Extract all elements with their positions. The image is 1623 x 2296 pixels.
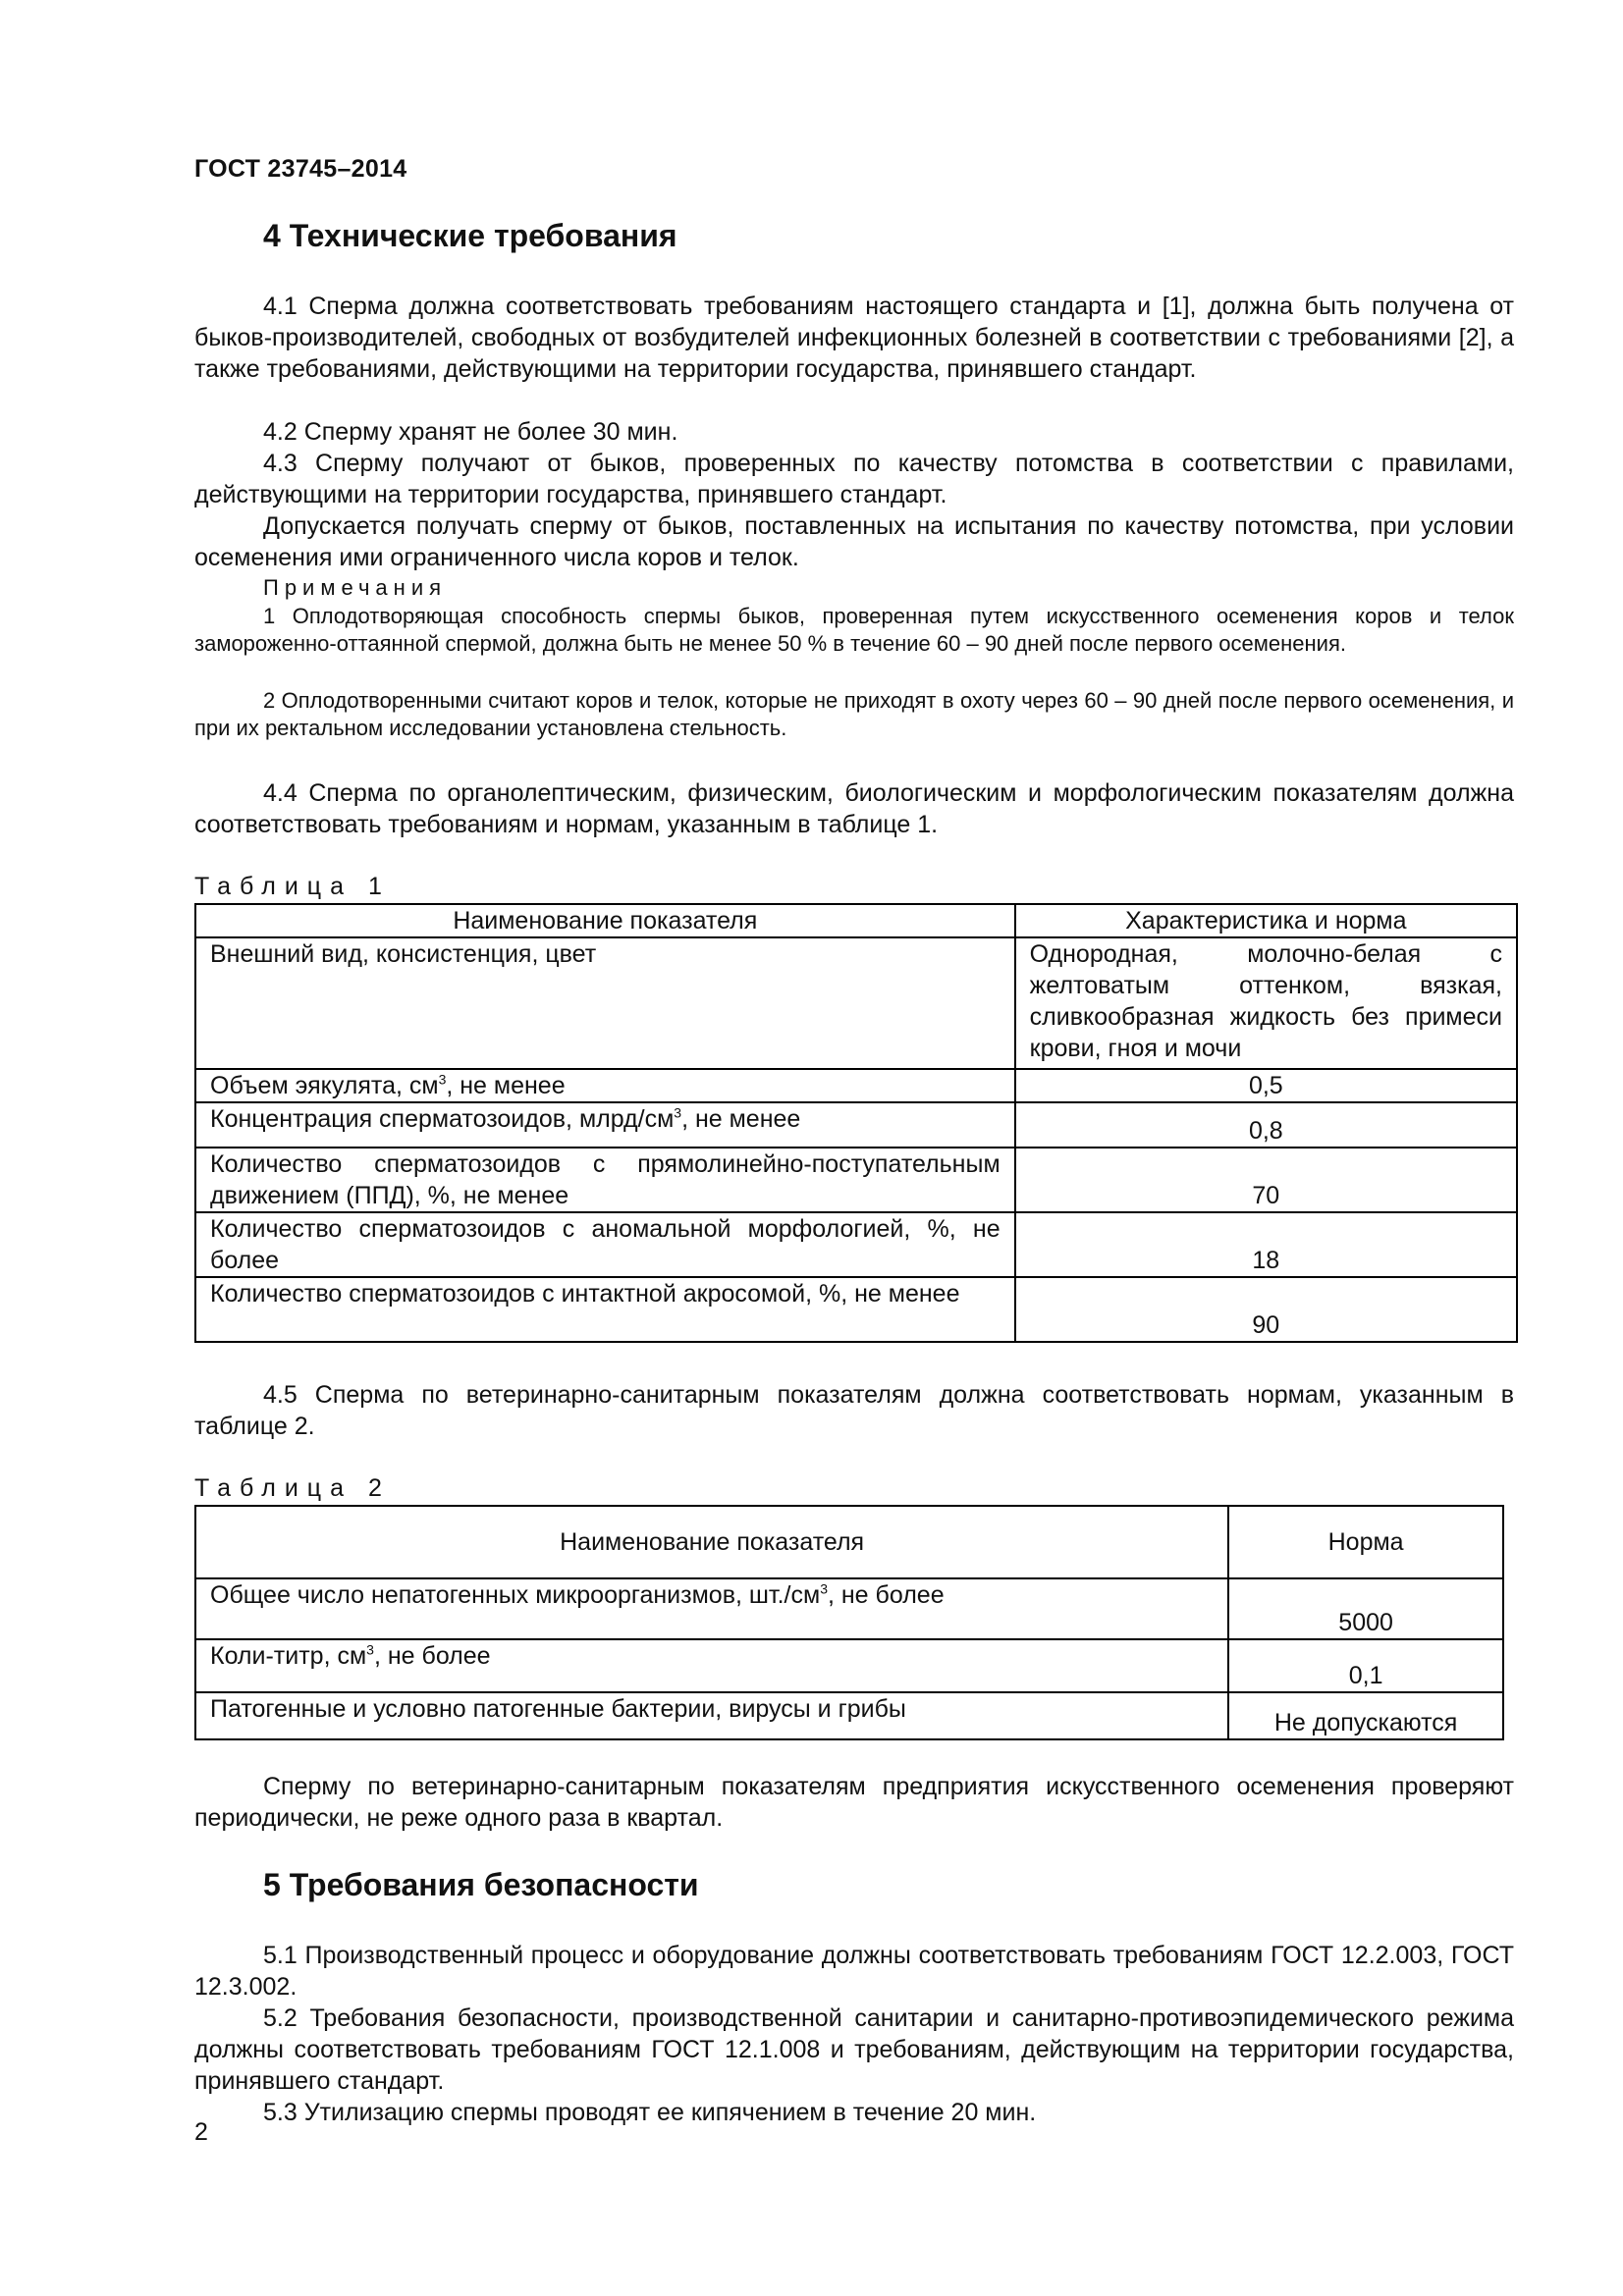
paragraph-check: Сперму по ветеринарно-санитарным показателям предприятия искусственного осеменения проверяют периодически, не реже одного раза в квартал.: [194, 1773, 1514, 1832]
table-row: [195, 1692, 1503, 1739]
paragraph-5-1: 5.1 Производственный процесс и оборудование должны соответствовать требованиям ГОСТ 12.2.003, ГОСТ 12.3.002.: [194, 1942, 1514, 2001]
notes-title: Примечания: [263, 575, 448, 600]
table-row: [195, 1277, 1517, 1342]
table-cell-name: Внешний вид, консистенция, цвет: [195, 937, 1015, 1069]
table-cell-name: Количество сперматозоидов с аномальной морфологией, %, не более: [195, 1212, 1015, 1277]
section-4-title: 4 Технические требования: [263, 218, 677, 253]
table-cell-name: Коли-титр, $см^3$, не более: [195, 1639, 1228, 1692]
note-2: 2 Оплодотворенными считают коров и телок, которые не приходят в охоту через 60 – 90 дней после первого осеменения, и при их ректальном исследовании установлена стельность.: [194, 688, 1514, 740]
document-header: ГОСТ 23745–2014: [194, 155, 407, 183]
paragraph-5-3: 5.3 Утилизацию спермы проводят ее кипячением в течение 20 мин.: [263, 2099, 1037, 2126]
table-row: [195, 937, 1517, 1069]
table-cell-name: Общее число непатогенных микроорганизмов, $шт./см^3$, не более: [195, 1578, 1228, 1639]
table-cell-value: 5000: [1228, 1578, 1503, 1639]
table-2-header-value: Норма: [1228, 1506, 1503, 1578]
table-cell-value: 0,8: [1015, 1102, 1517, 1148]
table-2: [194, 1505, 1504, 1740]
table-row: [195, 1212, 1517, 1277]
paragraph-4-4: 4.4 Сперма по органолептическим, физическим, биологическим и морфологическим показателям должна соответствовать требованиям и нормам, указанным в таблице 1.: [194, 779, 1514, 838]
table-1-header-value: Характеристика и норма: [1015, 904, 1517, 937]
table-1-header-name: Наименование показателя: [195, 904, 1015, 937]
table-cell-name: Концентрация сперматозоидов, млрд/$см^3$, не менее: [195, 1102, 1015, 1148]
table-cell-value: 0,5: [1015, 1069, 1517, 1102]
paragraph-5-2: 5.2 Требования безопасности, производственной санитарии и санитарно-противоэпидемического режима должны соответствовать требованиям ГОСТ 12.1.008 и требованиям, действующим на территории государства, принявшего стандарт.: [194, 2004, 1514, 2095]
table-cell-name: Объем эякулята, $см^3$, не менее: [195, 1069, 1015, 1102]
table-cell-value: 90: [1015, 1277, 1517, 1342]
table-row: [195, 1639, 1503, 1692]
paragraph-4-5: 4.5 Сперма по ветеринарно-санитарным показателям должна соответствовать нормам, указанным в таблице 2.: [194, 1381, 1514, 1440]
table-2-caption: Таблица 2: [194, 1474, 391, 1502]
paragraph-4-3: 4.3 Сперму получают от быков, проверенных по качеству потомства в соответствии с правилами, действующими на территории государства, принявшего стандарт.: [194, 450, 1514, 508]
paragraph-4-3b: Допускается получать сперму от быков, поставленных на испытания по качеству потомства, при условии осеменения ими ограниченного числа коров и телок.: [194, 512, 1514, 571]
paragraph-4-2: 4.2 Сперму хранят не более 30 мин.: [263, 418, 678, 446]
table-row: [195, 1148, 1517, 1212]
table-cell-name: Количество сперматозоидов с интактной акросомой, %, не менее: [195, 1277, 1015, 1342]
section-5-title: 5 Требования безопасности: [263, 1867, 699, 1902]
page-number: 2: [194, 2118, 208, 2146]
table-row: [195, 1578, 1503, 1639]
table-cell-value: Однородная, молочно-белая с желтоватым оттенком, вязкая, сливкообразная жидкость без примеси крови, гноя и мочи: [1015, 937, 1517, 1069]
table-1: [194, 903, 1518, 1343]
table-2-header-name: Наименование показателя: [195, 1506, 1228, 1578]
table-row: [195, 1069, 1517, 1102]
table-cell-name: Патогенные и условно патогенные бактерии, вирусы и грибы: [195, 1692, 1228, 1739]
paragraph-4-1: 4.1 Сперма должна соответствовать требованиям настоящего стандарта и [1], должна быть получена от быков-производителей, свободных от возбудителей инфекционных болезней в соответствии с требованиями [2], а также требованиями, действующими на территории государства, принявшего стандарт.: [194, 293, 1514, 383]
table-cell-value: 18: [1015, 1212, 1517, 1277]
table-cell-name: Количество сперматозоидов с прямолинейно-поступательным движением (ППД), %, не менее: [195, 1148, 1015, 1212]
table-row: [195, 1102, 1517, 1148]
note-1: 1 Оплодотворяющая способность спермы быков, проверенная путем искусственного осеменения коров и телок замороженно-оттаянной спермой, должна быть не менее 50 % в течение 60 – 90 дней после первого осеменения.: [194, 604, 1514, 656]
table-cell-value: 0,1: [1228, 1639, 1503, 1692]
table-cell-value: Не допускаются: [1228, 1692, 1503, 1739]
table-cell-value: 70: [1015, 1148, 1517, 1212]
table-1-caption: Таблица 1: [194, 873, 391, 900]
